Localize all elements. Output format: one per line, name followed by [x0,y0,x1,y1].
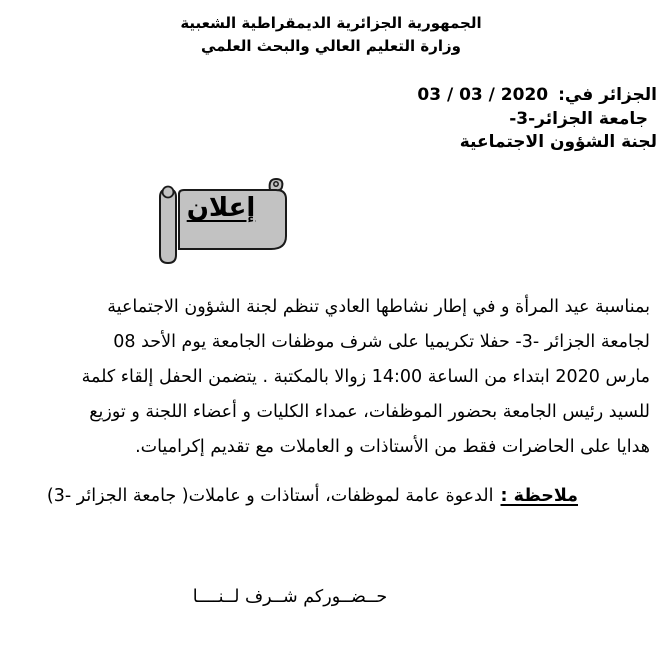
body-line-4: للسيد رئيس الجامعة بحضور الموظفات، عمداء الكليات و أعضاء اللجنة و توزيع [89,402,650,422]
date-value: 03 / 03 / 2020 [417,85,549,105]
scroll-top-curl-shape [270,179,283,190]
announcement-body [30,290,650,465]
announcement-scroll-banner [157,177,289,267]
document-header [0,12,662,58]
note-text: الدعوة عامة لموظفات، أستاذات و عاملات( جامعة الجزائر -3) [46,486,494,506]
university-name: جامعة الجزائر-3- [509,108,648,129]
body-line-2: لجامعة الجزائر -3- حفلا تكريميا على شرف موظفات الجامعة يوم الأحد 08 [113,332,650,352]
date-block [417,84,657,155]
header-republic-line: الجمهورية الجزائرية الديمقراطية الشعبية [180,14,482,32]
body-line-3: مارس 2020 ابتداء من الساعة 14:00 زوالا بالمكتبة . يتضمن الحفل إلقاء كلمة [81,367,650,387]
note-line [20,486,578,506]
header-ministry-line: وزارة التعليم العالي والبحث العلمي [200,37,462,55]
place-label: الجزائر في: [558,85,657,105]
closing-line: حــضــوركم شــرف لــنــــا [192,587,388,607]
committee-name: لجنة الشؤون الاجتماعية [459,132,657,152]
body-line-5: هدايا على الحاضرات فقط من الأستاذات و العاملات مع تقديم إكراميات. [135,437,650,457]
body-line-1: بمناسبة عيد المرأة و في إطار نشاطها العادي تنظم لجنة الشؤون الاجتماعية [107,297,650,317]
announcement-title: إعلان [186,193,256,223]
date-line [417,84,657,108]
note-label: ملاحظة : [500,486,578,506]
